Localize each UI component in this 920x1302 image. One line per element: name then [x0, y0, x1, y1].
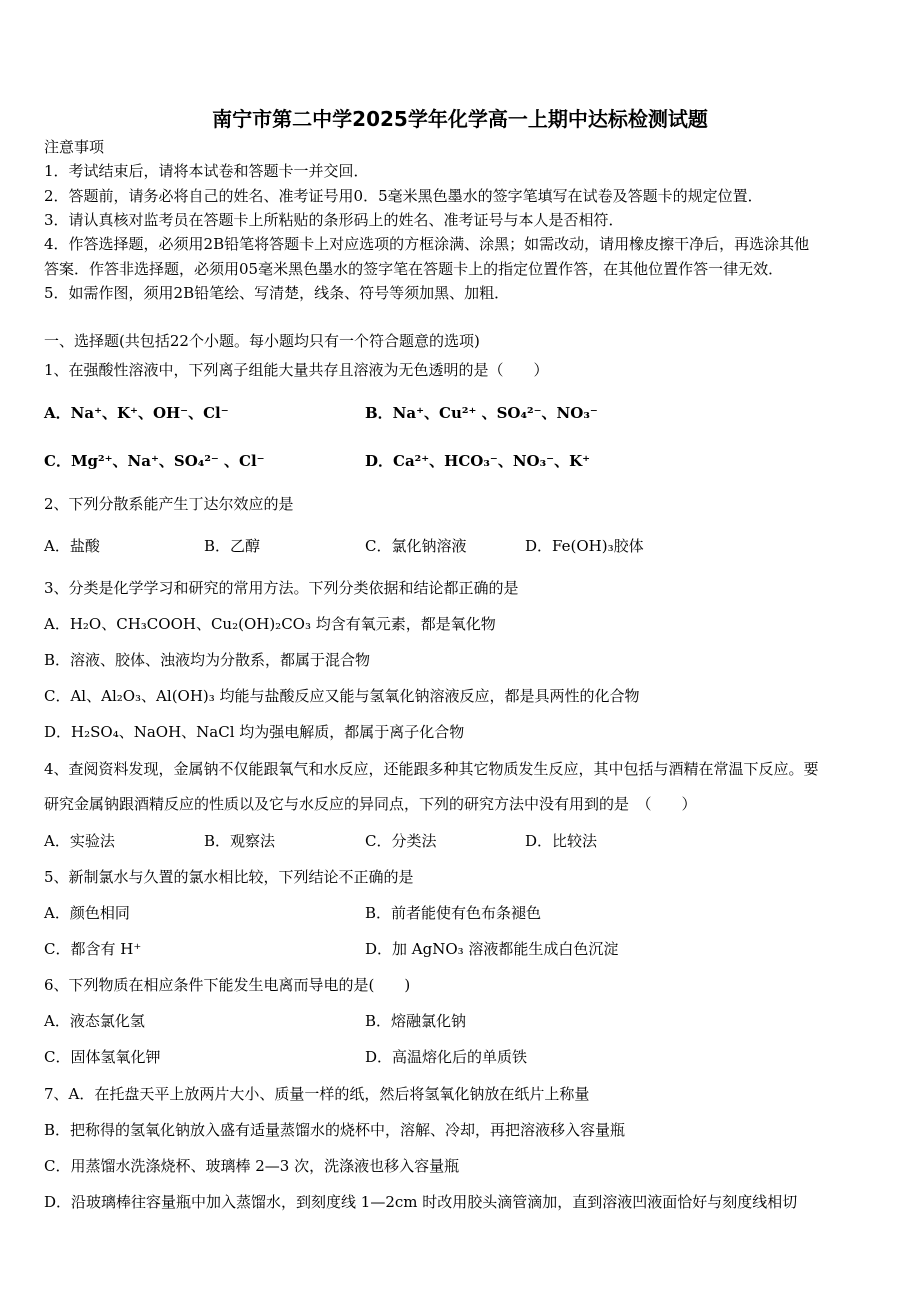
notice-item: 2．答题前，请务必将自己的姓名、准考证号用0．5毫米黑色墨水的签字笔填写在试卷及答题卡的规定位置． [44, 187, 763, 205]
q7-option-c: C．用蒸馏水洗涤烧杯、玻璃棒 2—3 次，洗涤液也移入容量瓶 [44, 1157, 460, 1175]
question-3-stem: 3、分类是化学学习和研究的常用方法。下列分类依据和结论都正确的是 [44, 579, 519, 597]
q5-option-b: B．前者能使有色布条褪色 [365, 904, 542, 922]
q4-option-d: D．比较法 [525, 832, 598, 850]
notice-item: 1．考试结束后，请将本试卷和答题卡一并交回． [44, 162, 369, 180]
notice-item: 答案．作答非选择题，必须用05毫米黑色墨水的签字笔在答题卡上的指定位置作答，在其他位置作答一律无效． [44, 260, 784, 278]
question-5-stem: 5、新制氯水与久置的氯水相比较，下列结论不正确的是 [44, 868, 414, 886]
question-6-stem: 6、下列物质在相应条件下能发生电离而导电的是( ) [44, 976, 411, 994]
q4-option-b: B．观察法 [204, 832, 276, 850]
notice-item: 3．请认真核对监考员在答题卡上所粘贴的条形码上的姓名、准考证号与本人是否相符． [44, 211, 624, 229]
question-1-stem: 1、在强酸性溶液中，下列离子组能大量共存且溶液为无色透明的是（ ） [44, 361, 549, 379]
q6-option-a: A．液态氯化氢 [44, 1012, 145, 1030]
q3-option-b: B．溶液、胶体、浊液均为分散系，都属于混合物 [44, 651, 371, 669]
q7-option-d: D．沿玻璃棒往容量瓶中加入蒸馏水，到刻度线 1—2cm 时改用胶头滴管滴加，直到溶液凹液面恰好与刻度线相切 [44, 1193, 798, 1211]
question-2-stem: 2、下列分散系能产生丁达尔效应的是 [44, 495, 294, 513]
q1-option-c: C．Mg²⁺、Na⁺、SO₄²⁻ 、Cl⁻ [44, 452, 265, 470]
notice-heading: 注意事项 [44, 138, 105, 156]
q6-option-c: C．固体氢氧化钾 [44, 1048, 161, 1066]
q1-option-d: D．Ca²⁺、HCO₃⁻、NO₃⁻、K⁺ [365, 452, 591, 470]
q3-option-a: A．H₂O、CH₃COOH、Cu₂(OH)₂CO₃ 均含有氧元素，都是氧化物 [44, 615, 496, 633]
q2-option-a: A．盐酸 [44, 537, 100, 555]
q3-option-d: D．H₂SO₄、NaOH、NaCl 均为强电解质，都属于离子化合物 [44, 723, 465, 741]
q7-option-a: 7、A．在托盘天平上放两片大小、质量一样的纸，然后将氢氧化钠放在纸片上称量 [44, 1085, 590, 1103]
q6-option-d: D．高温熔化后的单质铁 [365, 1048, 528, 1066]
q4-option-a: A．实验法 [44, 832, 115, 850]
q5-option-a: A．颜色相同 [44, 904, 130, 922]
q5-option-c: C．都含有 H⁺ [44, 940, 142, 958]
q2-option-b: B．乙醇 [204, 537, 261, 555]
q2-option-d: D．Fe(OH)₃胶体 [525, 537, 644, 555]
q5-option-d: D．加 AgNO₃ 溶液都能生成白色沉淀 [365, 940, 619, 958]
q3-option-c: C．Al、Al₂O₃、Al(OH)₃ 均能与盐酸反应又能与氢氧化钠溶液反应，都是具两性的化合物 [44, 687, 640, 705]
q7-option-b: B．把称得的氢氧化钠放入盛有适量蒸馏水的烧杯中，溶解、冷却，再把溶液移入容量瓶 [44, 1121, 626, 1139]
notice-item: 5．如需作图，须用2B铅笔绘、写清楚，线条、符号等须加黑、加粗． [44, 284, 510, 302]
q6-option-b: B．熔融氯化钠 [365, 1012, 467, 1030]
section-heading: 一、选择题(共包括22个小题。每小题均只有一个符合题意的选项) [44, 332, 480, 350]
q4-option-c: C．分类法 [365, 832, 437, 850]
question-4-stem: 4、查阅资料发现，金属钠不仅能跟氧气和水反应，还能跟多种其它物质发生反应，其中包括与酒精在常温下反应。要 [44, 760, 819, 778]
q1-option-a: A．Na⁺、K⁺、OH⁻、Cl⁻ [44, 404, 229, 422]
q1-option-b: B．Na⁺、Cu²⁺ 、SO₄²⁻、NO₃⁻ [365, 404, 598, 422]
question-4-stem-cont: 研究金属钠跟酒精反应的性质以及它与水反应的异同点，下列的研究方法中没有用到的是 （ ） [44, 795, 697, 813]
notice-item: 4．作答选择题，必须用2B铅笔将答题卡上对应选项的方框涂满、涂黑；如需改动，请用橡皮擦干净后，再选涂其他 [44, 235, 810, 253]
page-title: 南宁市第二中学2025学年化学高一上期中达标检测试题 [212, 107, 708, 131]
q2-option-c: C．氯化钠溶液 [365, 537, 467, 555]
